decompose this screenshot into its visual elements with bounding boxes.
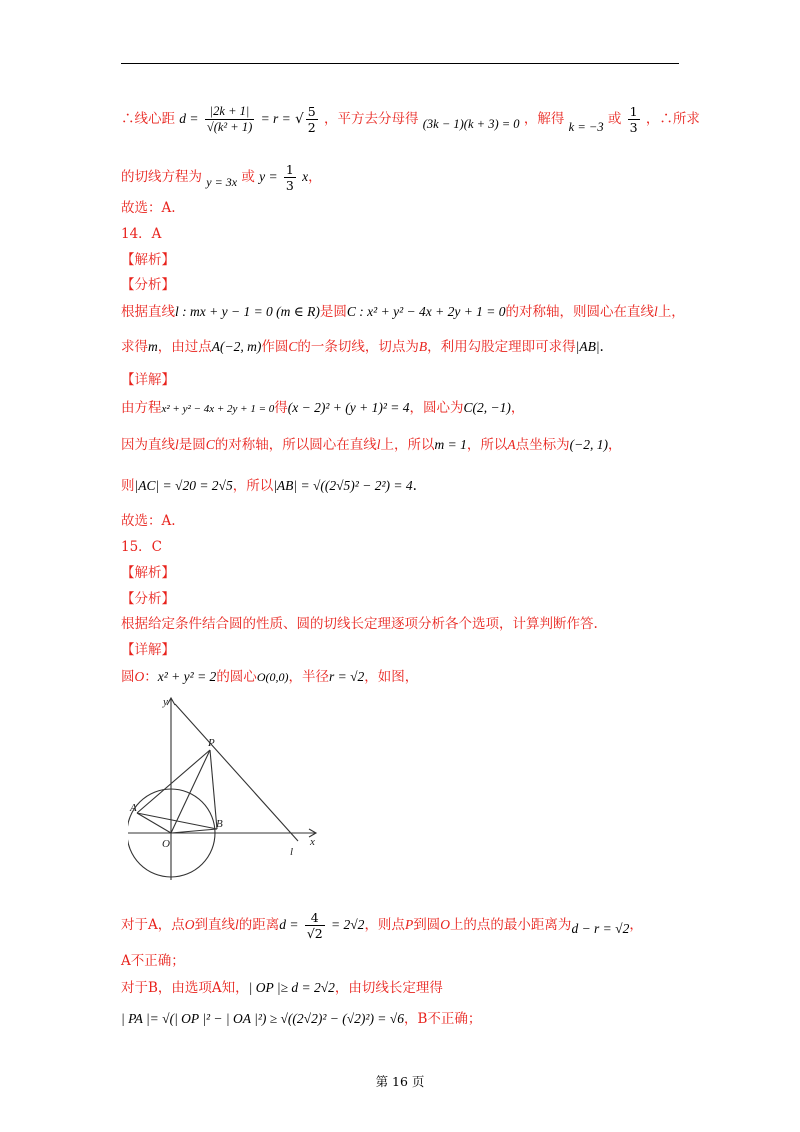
q15-detail-line-1: 圆O：x² + y² = 2的圆心O(0,0)，半径r = √2，如图， (121, 669, 419, 685)
solution-line-1: ∴线心距 d = $\frac{|2k + 1|}{\text{√(k² + 1)}}$ = r = √ $\frac{5}{2}$ ，平方去分母得 (3k − 1)(k + 3) = 0 ，解得 k = −3 或 $\frac{1}{3}$ ，∴所求 (121, 104, 700, 135)
q14-detail-line-2: 因为直线l是圆C的对称轴，所以圆心在直线l上，所以m = 1，所以A点坐标为(−2, 1)， (121, 437, 622, 453)
label-o: O (162, 838, 170, 850)
q15-fenxi-heading: 【分析】 (121, 591, 175, 607)
slope-fraction: $\frac{1}{3}$ (285, 162, 294, 193)
q14-xiangjie-heading: 【详解】 (121, 372, 175, 388)
label-l: l (290, 846, 294, 858)
q15-option-a-line-2: A不正确； (121, 953, 185, 969)
page-footer: 第 16 页 (375, 1074, 425, 1089)
distance-fraction: $\frac{|2k + 1|}{\text{√(k² + 1)}}$ (206, 104, 253, 134)
q14-answer: 故选：A. (121, 513, 176, 529)
q15-xiangjie-heading: 【详解】 (121, 642, 175, 658)
q14-detail-line-1: 由方程x² + y² − 4x + 2y + 1 = 0得(x − 2)² + (y + 1)² = 4，圆心为C(2, −1)， (121, 400, 525, 416)
q15-number: 15．C (121, 539, 163, 555)
q15-analysis: 根据给定条件结合圆的性质、圆的切线长定理逐项分析各个选项，计算判断作答. (121, 616, 598, 632)
segment-ob (171, 829, 217, 833)
label-p: P (208, 737, 215, 749)
q15-option-b-line-2: | PA |= √(| OP |² − | OA |²) ≥ √((2√2)² − (√2)²) = √6，B不正确； (121, 1011, 482, 1027)
k-fraction: $\frac{1}{3}$ (629, 104, 638, 135)
header-rule (121, 63, 679, 64)
distance-fraction-a: $\frac{4}{√2}$ (306, 910, 323, 941)
label-y: y (163, 696, 168, 708)
label-a: A (130, 802, 137, 814)
solution-line-2: 的切线方程为 y = 3x 或 y = $\frac{1}{3}$ x， (121, 162, 322, 193)
line-l (175, 704, 298, 841)
q14-detail-line-3: 则|AC| = √20 = 2√5，所以|AB| = √((2√5)² − 2²) = 4. (121, 478, 417, 494)
q14-fenxi-heading: 【分析】 (121, 277, 175, 293)
q15-geometry-figure (128, 693, 328, 883)
q15-option-a-line-1: 对于A，点O到直线l的距离d = $\frac{4}{√2}$ = 2√2，则点P到圆O上的点的最小距离为d − r = √2， (121, 910, 643, 941)
q14-jiexi-heading: 【解析】 (121, 252, 175, 268)
segment-ab (137, 813, 217, 829)
sqrt-fraction: $\frac{5}{2}$ (307, 104, 316, 135)
q14-analysis-line-1: 根据直线l : mx + y − 1 = 0 (m ∈ R)是圆C : x² + y² − 4x + 2y + 1 = 0的对称轴，则圆心在直线l上， (121, 304, 685, 320)
label-b: B (216, 818, 223, 830)
q14-analysis-line-2: 求得m，由过点A(−2, m)作圆C的一条切线，切点为B，利用勾股定理即可求得|AB|. (121, 339, 604, 355)
label-x: x (310, 836, 315, 848)
q14-number: 14．A (121, 226, 162, 242)
answer-13: 故选：A. (121, 200, 176, 216)
q15-jiexi-heading: 【解析】 (121, 565, 175, 581)
segment-pa (137, 750, 210, 813)
q15-option-b-line-1: 对于B，由选项A知，| OP |≥ d = 2√2，由切线长定理得 (121, 980, 443, 996)
